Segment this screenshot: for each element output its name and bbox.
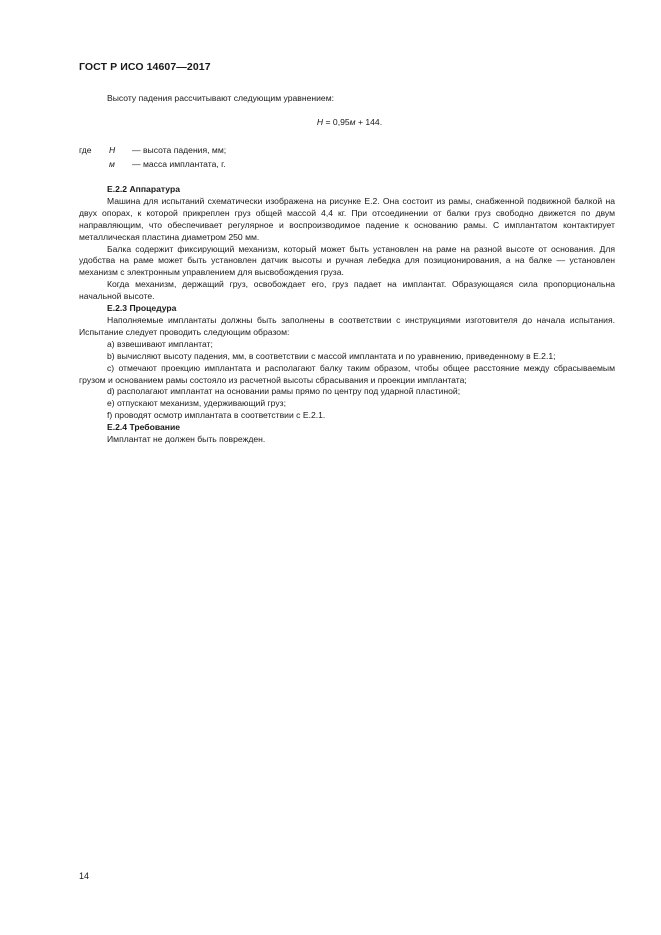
paragraph: Машина для испытаний схематически изображена на рисунке Е.2. Она состоит из рамы, снабженной подвижной балкой на двух опорах, к которой прикреплен груз общей массой 4,4 кг. При отсоединении от балки груз свободно движется по двум направляющим, что обеспечивает регулярное и воспроизводимое падение к основанию рамы. С имплантатом контактирует металлическая пластина диаметром 250 мм. [79,195,615,242]
definition-symbol: м [109,159,115,169]
definition-text: — масса имплантата, г. [132,159,226,169]
section-heading-procedure: Е.2.3 Процедура [107,303,177,314]
paragraph: Имплантат не должен быть поврежден. [107,434,266,445]
formula-lhs: H [316,117,324,127]
formula [0,117,661,127]
page-number: 14 [79,871,90,881]
formula-rhs-after: + 144. [355,117,383,127]
procedure-step: f) проводят осмотр имплантата в соответствии с Е.2.1. [107,410,326,421]
definition-row [79,157,226,171]
paragraph: Когда механизм, держащий груз, освобождает его, груз падает на имплантат. Образующаяся сила пропорциональна начальной высоте. [79,279,615,302]
procedure-step: a) взвешивают имплантат; [107,338,213,349]
section-heading-requirement: Е.2.4 Требование [107,422,181,433]
definition-row [79,143,226,157]
document-header: ГОСТ Р ИСО 14607—2017 [79,61,211,73]
paragraph: Наполняемые имплантаты должны быть заполнены в соответствии с инструкциями изготовителя до начала испытания. Испытание следует проводить следующим образом: [79,314,615,337]
procedure-step: c) отмечают проекцию имплантата и располагают балку таким образом, чтобы общее расстояние между сбрасываемым грузом и основанием рамы состояло из расчетной высоты сбрасывания и проекции имплантата; [79,362,615,385]
definition-text: — высота падения, мм; [132,145,227,155]
procedure-step: b) вычисляют высоту падения, мм, в соответствии с массой имплантата и по уравнению, приведенному в Е.2.1; [107,350,556,361]
procedure-step: d) располагают имплантат на основании рамы прямо по центру под ударной пластиной; [107,386,461,397]
where-label: где [79,145,92,155]
formula-var: м [349,117,356,127]
section-heading-apparatus: Е.2.2 Аппаратура [107,184,180,194]
procedure-step: e) отпускают механизм, удерживающий груз; [107,398,286,409]
definition-symbol: H [109,145,116,155]
formula-rhs-before: = 0,95 [323,117,350,127]
paragraph: Балка содержит фиксирующий механизм, который может быть установлен на раме на разной высоте от основания. Для удобства на раме может быть установлен датчик высоты и ручная лебедка для позиционирования, а на балке — установлен механизм с электронным управлением для высвобождения груза. [79,243,615,278]
definitions [79,143,226,171]
body-text [79,184,615,446]
intro-line: Высоту падения рассчитывают следующим уравнением: [107,93,334,103]
